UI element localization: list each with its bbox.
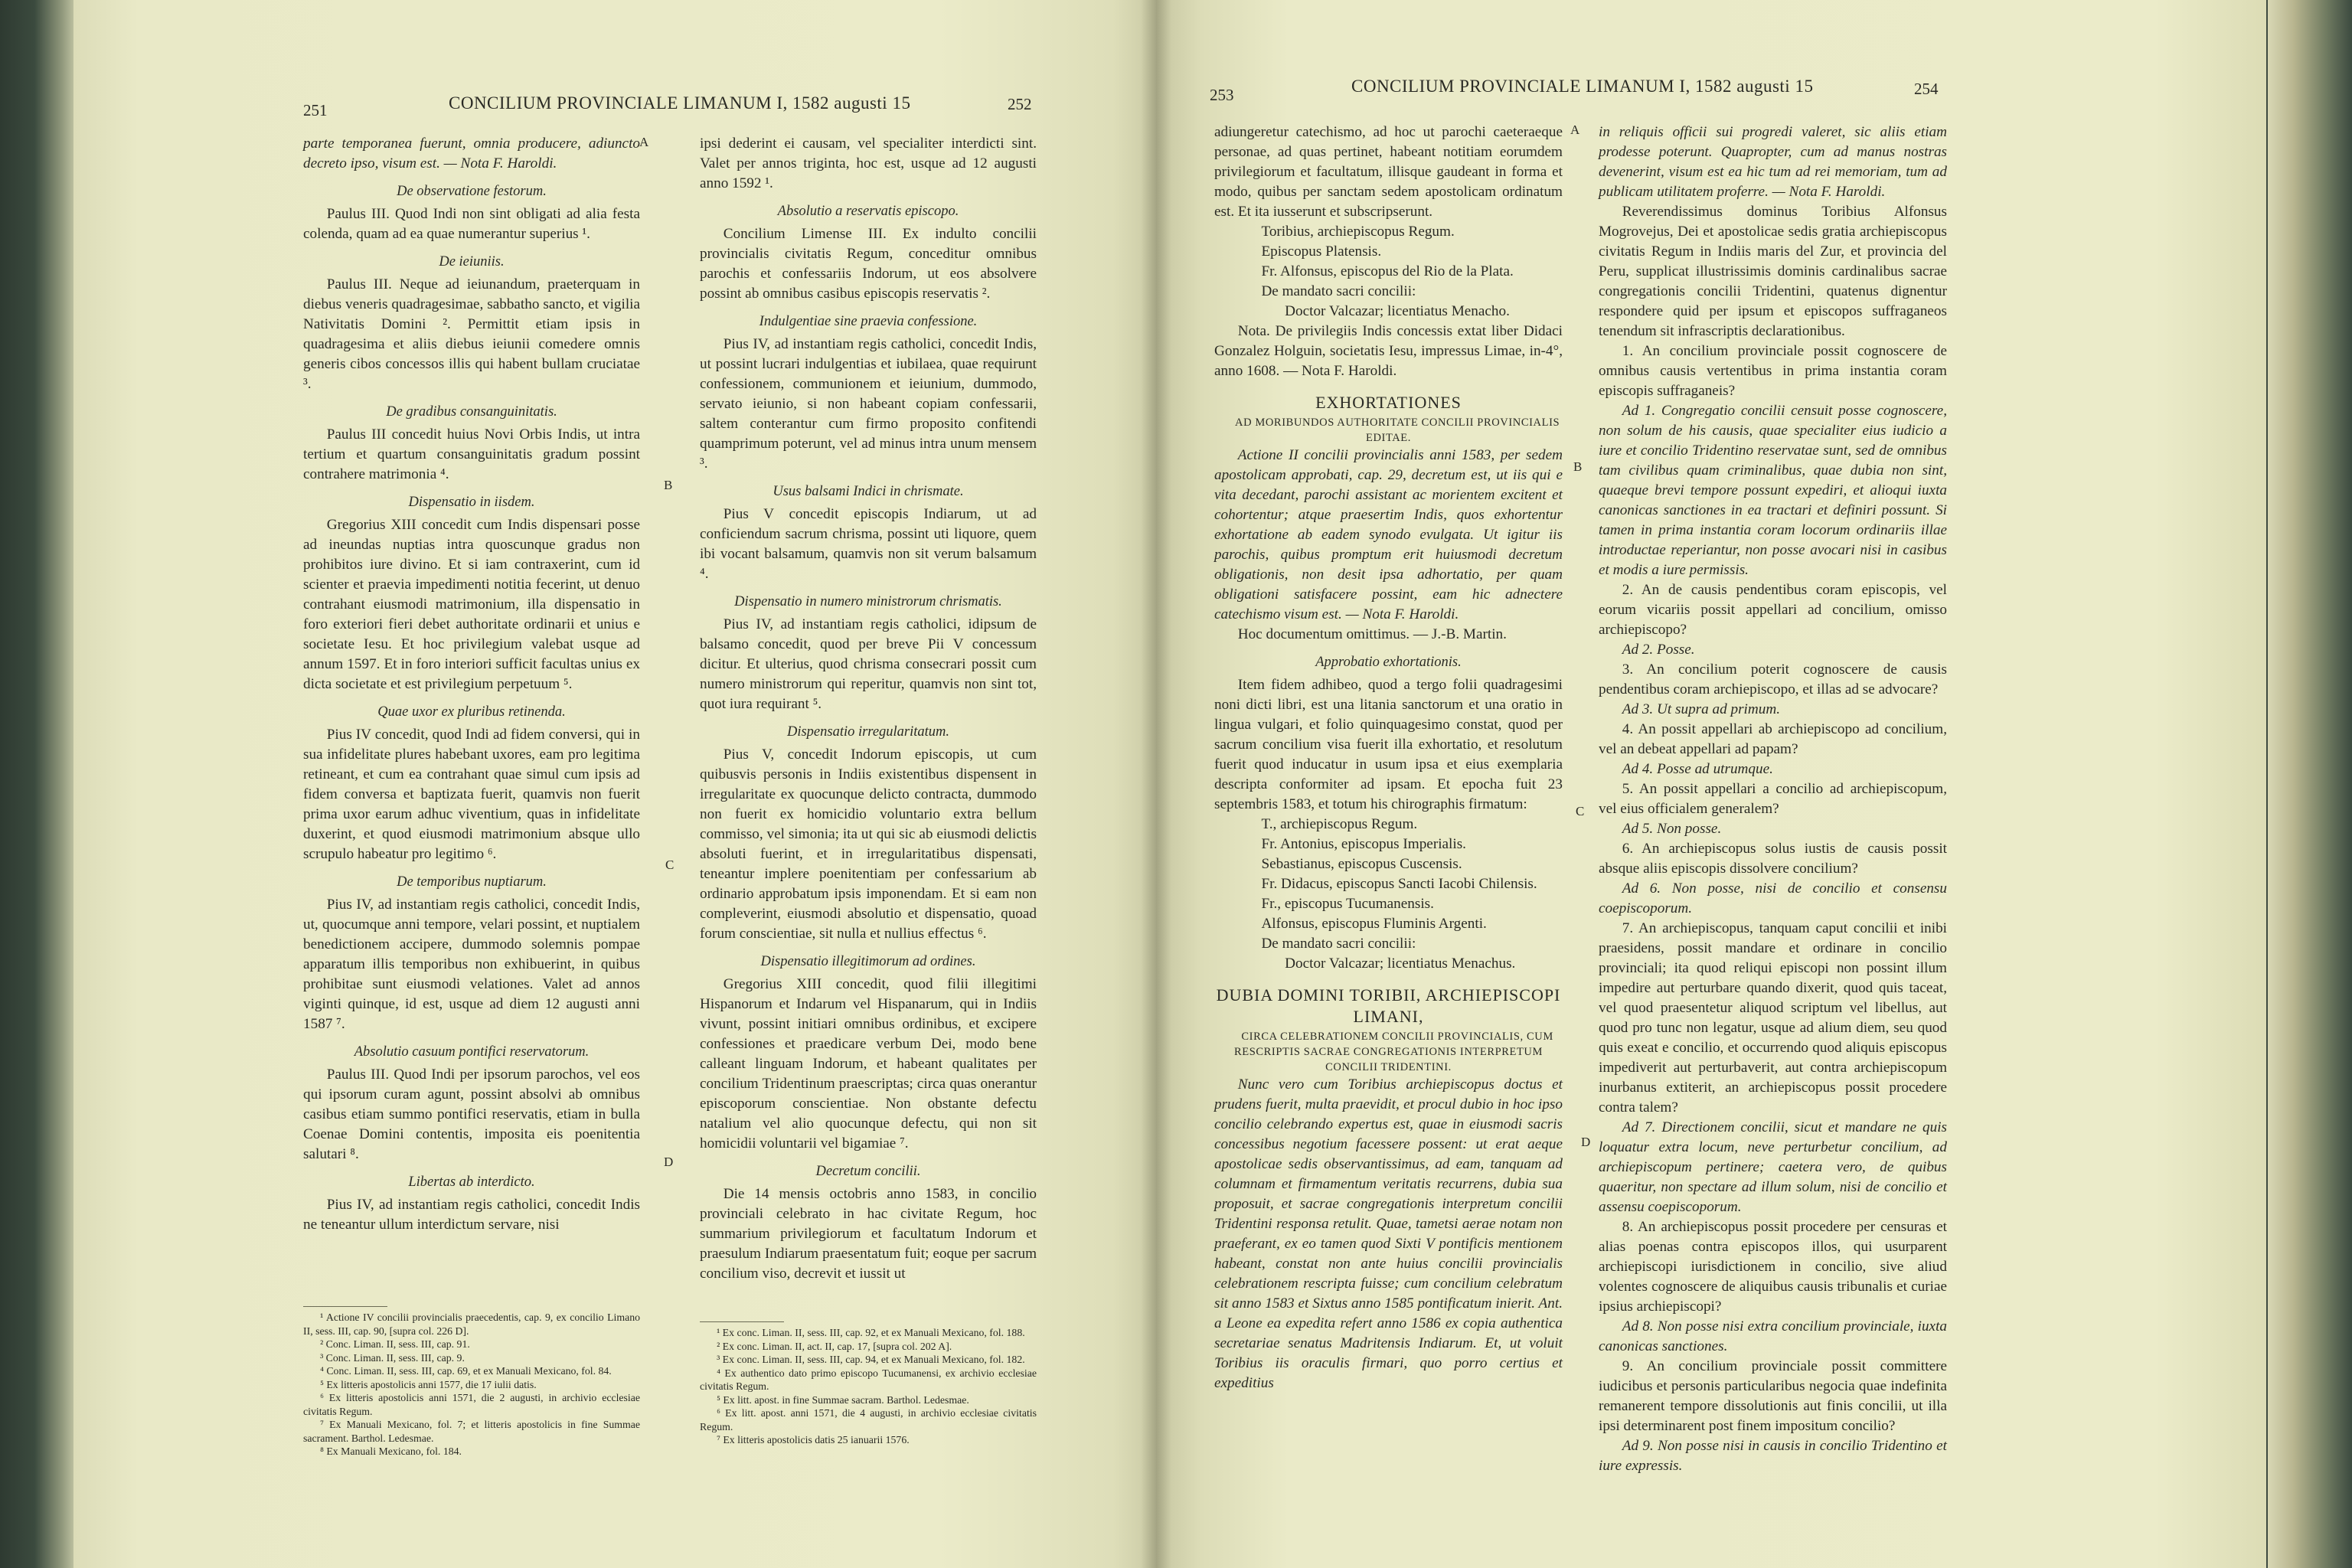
footnotes-right-column xyxy=(700,1326,1037,1447)
paragraph: 1. An concilium provinciale possit cognoscere de omnibus causis vertentibus in prima instantia coram episcopis suffraganeis? xyxy=(1599,343,1947,399)
signature-line: Fr. Alfonsus, episcopus del Rio de la Plata. xyxy=(1261,263,1514,279)
paragraph xyxy=(1599,122,1947,202)
signature-line: Doctor Valcazar; licentiatus Menacho. xyxy=(1285,303,1510,319)
margin-letter-a: A xyxy=(639,135,649,149)
signature-line: Fr. Didacus, episcopus Sancti Iacobi Chilensis. xyxy=(1261,876,1537,892)
italic-text: Ad 9. Non posse nisi in causis in concilio Tridentino et iure expressis. xyxy=(1599,1438,1947,1474)
section-heading: Indulgentiae sine praevia confessione. xyxy=(759,314,978,329)
right-column-text xyxy=(1599,122,1947,1476)
footnote: ⁵ Ex litteris apostolicis anni 1577, die 17 iulii datis. xyxy=(320,1378,537,1390)
margin-letter-a: A xyxy=(1570,122,1580,137)
italic-text: Ad 3. Ut supra ad primum. xyxy=(1622,701,1780,717)
paragraph: Gregorius XIII concedit cum Indis dispensari posse ad ineundas nuptias intra quoscunque gradus non prohibitos iure divino. Et si iam contraxerint, cum id scienter et praevia impedimenti notitia fecerint, ut denuo contrahant eiusmodi matrimonium, illa dispensatio in foro exteriori fieri debet authoritate ordinarii et unius e societate Iesu. Et hoc privilegium valebat usque ad annum 1597. Et in foro interiori sufficit facultas unius ex dicta societate et est privilegium perpetuum ⁵. xyxy=(303,517,640,692)
section-heading: Quae uxor ex pluribus retinenda. xyxy=(377,704,566,720)
paragraph xyxy=(303,134,640,174)
answer-paragraph xyxy=(1599,1436,1947,1476)
footnote-rule xyxy=(700,1321,784,1322)
paragraph: Paulus III. Neque ad ieiunandum, praeterquam in diebus veneris quadragesimae, sabbatho sancto, et vigilia Nativitatis Domini ². Permittit etiam ipsis in quadragesima et aliis diebus ieiunii comedere omnis generis cibos concessos illis qui habent bullam cruciatae ³. xyxy=(303,276,640,392)
paragraph xyxy=(1214,446,1563,625)
italic-text: Ad 8. Non posse nisi extra concilium provinciale, iuxta canonicas sanctiones. xyxy=(1599,1318,1947,1354)
signature-line: Sebastianus, episcopus Cuscensis. xyxy=(1261,856,1462,872)
section-heading: Libertas ab interdicto. xyxy=(408,1174,535,1190)
section-heading: Approbatio exhortationis. xyxy=(1315,655,1462,670)
page-header-title: CONCILIUM PROVINCIALE LIMANUM I, 1582 augusti 15 xyxy=(449,93,911,113)
footnote: ⁵ Ex litt. apost. in fine Summae sacram. Barthol. Ledesmae. xyxy=(717,1393,969,1406)
footnote: ⁶ Ex litteris apostolicis anni 1571, die 2 augusti, in archivio ecclesiae civitatis Regum. xyxy=(303,1392,640,1417)
paragraph: 7. An archiepiscopus, tanquam caput concilii et inibi praesidens, possit mandare et ordinare in concilio provinciali; ita quod reliqui episcopi non possint illum impedire aut perturbare quando dixerit, quod quis taceat, vel quod praesentetur aliquod scriptum vel libellus, aut quod pro tunc non legatur, usque ad alium diem, seu quod quis exeat e concilio, et occurrendo quod aliquis episcopus impediverit aut perturbaverit, aut contra archiepiscopum inurbanus extiterit, an archiepiscopus possit procedere contra talem? xyxy=(1599,920,1947,1116)
paragraph: Paulus III. Quod Indi non sint obligati ad alia festa colenda, quam ad ea quae numerantur superius ¹. xyxy=(303,206,640,242)
italic-text: Ad 6. Non posse, nisi de concilio et consensu coepiscoporum. xyxy=(1599,880,1947,916)
paragraph xyxy=(1214,1075,1563,1393)
column-number-251: 251 xyxy=(303,101,328,119)
italic-text: parte temporanea fuerunt, omnia producere, adiuncto decreto ipso, visum est. — Nota F. Haroldi. xyxy=(303,136,640,172)
signature-line: Alfonsus, episcopus Fluminis Argenti. xyxy=(1261,916,1487,932)
margin-letter-c: C xyxy=(665,858,675,872)
paragraph: Reverendissimus dominus Toribius Alfonsus Mogrovejus, Dei et apostolicae sedis gratia archiepiscopus civitatis Regum in Indiis maris del Zur, et provincia del Peru, supplicat illustrissimis dominis cardinalibus sacrae congregationis concilii Tridentini, quatenus dignentur respondere quid per ipsum et episcopos suffraganeos tenendum sit infrascriptis declarationibus. xyxy=(1599,204,1947,339)
footnote: ¹ Ex conc. Liman. II, sess. III, cap. 92, et ex Manuali Mexicano, fol. 188. xyxy=(717,1327,1025,1338)
paragraph: Pius IV, ad instantiam regis catholici, concedit Indis, ut possint lucrari indulgentias et iubilaea, quae requirunt confessionem, communionem et ieiunium, dummodo, servato ieiunio, si non habeant copiam confessarii, saltem conterantur cum firmo proposito confitendi quamprimum poterunt, vel ad minus intra unum mensem ³. xyxy=(700,336,1037,472)
paragraph: Nota. De privilegiis Indis concessis extat liber Didaci Gonzalez Holguin, societatis Iesu, impressus Limae, in-4°, anno 1608. — Nota F. Haroldi. xyxy=(1214,323,1563,379)
italic-text: Ad 2. Posse. xyxy=(1622,642,1695,658)
section-heading: Dispensatio in numero ministrorum chrismatis. xyxy=(734,594,1002,609)
footnote: ² Ex conc. Liman. II, act. II, cap. 17, [supra col. 202 A]. xyxy=(717,1340,952,1352)
book-gutter xyxy=(1141,0,1171,1568)
paragraph: 8. An archiepiscopus possit procedere per censuras et alias poenas contra episcopos illos, qui usurparent archiepiscopi iurisdictionem in concilio, sive aliud volentes cognoscere de aliquibus causis tribunalis et curiae ipsius archiepiscopi? xyxy=(1599,1219,1947,1315)
footnote: ⁸ Ex Manuali Mexicano, fol. 184. xyxy=(320,1446,462,1457)
paragraph: 6. An archiepiscopus solus iustis de causis possit absque aliis episcopis dissolvere concilium? xyxy=(1599,841,1947,877)
paragraph: Hoc documentum omittimus. — J.-B. Martin. xyxy=(1237,626,1507,642)
margin-letter-c: C xyxy=(1576,804,1585,818)
italic-text: in reliquis officii sui progredi valeret, sic aliis etiam prodesse poterunt. Quapropter, cum ad manus nostras devenerint, visum est ea hic tum ad rei memoriam, tum ad publicam utilitatem proferre. — Nota F. Haroldi. xyxy=(1599,124,1947,200)
italic-text: Ad 4. Posse ad utrumque. xyxy=(1622,761,1773,777)
paragraph: Pius IV concedit, quod Indi ad fidem conversi, qui in sua infidelitate plures habebant uxores, eam pro legitima retineant, et cum ea contrahant quae simul cum ipsis ad fidem conversa et baptizata fuerit, quamvis non fuerit prima uxor earum adhuc viventium, quas in infidelitate duxerint, et quod eiusmodi matrimonium absque ullo scrupulo habeatur pro legitimo ⁶. xyxy=(303,727,640,862)
paragraph: adiungeretur catechismo, ad hoc ut parochi caeteraeque personae, ad quas pertinet, habeant notitiam eorumdem privilegiorum et facultatum, illisque gaudeant in forma et modo, quibus per sanctam sedem apostolicam ordinatum est. Et ita iusserunt et subscripserunt. xyxy=(1214,124,1563,220)
section-heading: Dispensatio irregularitatum. xyxy=(786,724,950,740)
signature-line: Fr., episcopus Tucumanensis. xyxy=(1261,896,1434,912)
paragraph: Gregorius XIII concedit, quod filii illegitimi Hispanorum et Indarum vel Hispanarum, qui in Indiis vivunt, possint initiari omnibus ordinibus, et excipere confessiones et praedicare verbum Dei, modo bene calleant linguam Indorum, et habeant qualitates per concilium Tridentinum praescriptas; circa quas onerantur episcoporum conscientiae. Non obstante defectu natalium vel alio quocunque defectu, qui non sit homicidii voluntarii vel bigamiae ⁷. xyxy=(700,976,1037,1152)
footnote: ⁴ Ex authentico dato primo episcopo Tucumanensi, ex archivio ecclesiae civitatis Regum. xyxy=(700,1367,1037,1392)
answer-paragraph xyxy=(1599,401,1947,580)
paragraph: Pius IV, ad instantiam regis catholici, concedit Indis, ut, quocumque anni tempore, velari possint, et nuptialem benedictionem accipere, dummodo solemnis pompae apparatum illis temporibus non exhibuerint, in quibus prohibitae sunt eiusmodi velationes. Valet ad annos viginti quinque, id est, usque ad diem 12 augusti anni 1587 ⁷. xyxy=(303,897,640,1032)
answer-paragraph xyxy=(1599,1317,1947,1357)
left-column-text xyxy=(303,134,640,1235)
footnote-rule xyxy=(303,1306,387,1307)
section-heading: Decretum concilii. xyxy=(815,1164,921,1179)
italic-text: Ad 1. Congregatio concilii censuit posse cognoscere, non solum de his causis, quae specialiter eius iudicio a iure et concilio Tridentino reservatae sunt, sed de omnibus tam civilibus quam criminalibus, quae dubia non sint, quaeque brevi tempore possunt expediri, et alioqui iuxta canonicas sanctiones in ea tractari et definiri possunt. Si tamen in prima instantia coram locorum ordinariis illae introductae reperiantur, non posse avocari nisi in casibus et modis a iure permissis. xyxy=(1599,403,1947,578)
right-page xyxy=(1156,0,2266,1568)
footnote: ⁴ Conc. Liman. II, sess. III, cap. 69, et ex Manuali Mexicano, fol. 84. xyxy=(320,1365,612,1377)
footnotes-left-column xyxy=(303,1311,640,1459)
signature-line: De mandato sacri concilii: xyxy=(1261,936,1416,952)
paragraph: Item fidem adhibeo, quod a tergo folii quadragesimi noni dicti libri, est una litania sanctorum et una oratio in lingua vulgari, et folio quinquagesimo constat, quod per sacrum concilium visa fuerit illa exhortatio, et resolutum fuerit quod inducatur in usum ipsa et eius exemplaria descripta conformiter ad ipsam. Et epocha fuit 23 septembris 1583, et totum his chirographis firmatum: xyxy=(1214,677,1563,812)
section-heading: Usus balsami Indici in chrismate. xyxy=(773,484,964,499)
paragraph: Concilium Limense III. Ex indulto concilii provincialis civitatis Regum, conceditur omnibus parochis et confessariis Indorum, ut eos absolvere possint ab omnibus casibus episcopis reservatis ². xyxy=(700,226,1037,302)
section-heading: Absolutio a reservatis episcopo. xyxy=(777,204,959,219)
answer-paragraph xyxy=(1599,879,1947,919)
section-heading: De observatione festorum. xyxy=(397,184,547,199)
paragraph: 2. An de causis pendentibus coram episcopis, vel eorum vicariis possit appellari ad concilium, omisso archiepiscopo? xyxy=(1599,582,1947,638)
paragraph: Die 14 mensis octobris anno 1583, in concilio provinciali celebrato in hac civitate Regum, hoc summarium privilegiorum et facultatum Indorum et praesulum Indiarum praesentatum fuit; eoque per sacrum concilium viso, decrevit et iussit ut xyxy=(700,1186,1037,1282)
column-number-253: 253 xyxy=(1210,86,1234,104)
section-heading: Absolutio casuum pontifici reservatorum. xyxy=(354,1044,590,1060)
left-column-text xyxy=(1214,122,1563,1393)
paragraph: Pius V concedit episcopis Indiarum, ut ad conficiendum sacrum chrisma, possint uti liquore, quem ibi vocant balsamum, quamvis non sit verum balsamum ⁴. xyxy=(700,506,1037,582)
paragraph: Pius IV, ad instantiam regis catholici, idipsum de balsamo concedit, quod per breve Pii V concessum dicitur. Et ulterius, quod chrisma consecrari possit cum numero ministrorum qui reperitur, quamvis non sint tot, quot iura requirant ⁵. xyxy=(700,616,1037,712)
margin-letter-b: B xyxy=(1573,459,1583,474)
footnote: ⁷ Ex litteris apostolicis datis 25 ianuarii 1576. xyxy=(717,1434,910,1446)
left-book-edge xyxy=(0,0,77,1568)
footnote: ² Conc. Liman. II, sess. III, cap. 91. xyxy=(320,1338,470,1350)
section-title: DUBIA DOMINI TORIBII, ARCHIEPISCOPI LIMANI, xyxy=(1216,985,1561,1026)
column-number-254: 254 xyxy=(1914,80,1939,98)
signature-line: Fr. Antonius, episcopus Imperialis. xyxy=(1261,836,1466,852)
paragraph: 9. An concilium provinciale possit committere iudicibus et personis particularibus negocia quae indefinita remanerent tempore dissolutionis aut finis concilii, ut illa ipsi determinarent post finem impositum concilio? xyxy=(1599,1358,1947,1434)
page-header-title: CONCILIUM PROVINCIALE LIMANUM I, 1582 augusti 15 xyxy=(1351,77,1814,96)
paragraph: Paulus III concedit huius Novi Orbis Indis, ut intra tertium et quartum consanguinitatis gradum possint contrahere matrimonia ⁴. xyxy=(303,426,640,482)
section-subtitle: AD MORIBUNDOS AUTHORITATE CONCILII PROVINCIALIS EDITAE. xyxy=(1235,416,1560,444)
section-title: EXHORTATIONES xyxy=(1315,393,1462,412)
footnote: ³ Conc. Liman. II, sess. III, cap. 9. xyxy=(320,1351,465,1364)
italic-text: Nunc vero cum Toribius archiepiscopus doctus et prudens fuerit, multa praevidit, et procul dubio in hoc ipso concilio celebrando expertus est, quae in eiusmodi sacris concessibus negotium facessere possent: ut erat aeque apostolicae sedis observantissimus, ad eam, tanquam ad columnam et firmamentum veritatis recurrens, dubia sua proposuit, et sacrae congregationis interpretum concilii Tridentini responsa retulit. Quae, tametsi aerae notam non praeferant, ex eo tamen quod Sixti V pontificis mentionem habeant, constat non ante huius concilii provincialis celebrationem rescripta fuisse; cum concilium celebratum sit anno 1583 et Sixtus anno 1585 pontificatum inierit. Ant. a Leone ea expedita refert anno 1586 ex copia authentica secretariae senatus Madritensis Indiarum. Et, ut voluit Toribius iis oraculis firmari, quo porro certius et expeditius xyxy=(1214,1076,1563,1391)
paragraph: Pius IV, ad instantiam regis catholici, concedit Indis ne teneantur ullum interdictum servare, nisi xyxy=(303,1197,640,1233)
paragraph: Paulus III. Quod Indi per ipsorum parochos, vel eos qui ipsorum curam agunt, possint absolvi ab omnibus casibus etiam summo pontifici reservatis, etiam in bulla Coenae Domini contentis, imposita eis poenitentia salutari ⁸. xyxy=(303,1067,640,1162)
section-heading: De gradibus consanguinitatis. xyxy=(386,404,557,420)
margin-letter-d: D xyxy=(1581,1135,1591,1149)
section-subtitle: CIRCA CELEBRATIONEM CONCILII PROVINCIALIS, CUM RESCRIPTIS SACRAE CONGREGATIONIS INTERPRETUM CONCILII TRIDENTINI. xyxy=(1233,1031,1553,1073)
answer-paragraph xyxy=(1599,700,1947,720)
signature-line: De mandato sacri concilii: xyxy=(1261,283,1416,299)
signature-line: Episcopus Platensis. xyxy=(1261,243,1382,260)
left-page xyxy=(74,0,1156,1568)
answer-paragraph xyxy=(1599,640,1947,660)
footnote: ⁷ Ex Manuali Mexicano, fol. 7; et litteris apostolicis in fine Summae sacrament. Barthol. Ledesmae. xyxy=(303,1419,640,1444)
answer-paragraph xyxy=(1599,1118,1947,1217)
signature-line: Doctor Valcazar; licentiatus Menachus. xyxy=(1285,956,1516,972)
paragraph: 4. An possit appellari ab archiepiscopo ad concilium, vel an debeat appellari ad papam? xyxy=(1599,721,1947,757)
italic-text: Ad 7. Directionem concilii, sicut et mandare ne quis loquatur extra locum, neve perturbetur concilium, ad archiepiscopum pertinere; caetera vero, de quibus quaeritur, non spectare ad illum solum, nisi de concilio et assensu coepiscoporum. xyxy=(1599,1119,1947,1215)
paragraph: Pius V, concedit Indorum episcopis, ut cum quibusvis personis in Indiis existentibus dispensent in irregularitate ex quocunque delicto contracta, dummodo non fuerit ex homicidio voluntario extra bellum commisso, vel simonia; ita ut qui sic ab eiusmodi delictis absoluti fuerint, et in irregularitatibus dispensati, teneantur implere poenitentiam per confessarium ab ordinario approbatum ipsis imponendam. Et si eam non compleverint, eiusmodi absolutio et dispensatio, quoad forum conscientiae, sit nulla et nullius effectus ⁶. xyxy=(700,746,1037,942)
right-book-edge xyxy=(2268,0,2352,1568)
right-column-text xyxy=(700,134,1037,1284)
margin-letter-b: B xyxy=(664,478,673,492)
column-number-252: 252 xyxy=(1008,95,1032,113)
paragraph: 3. An concilium poterit cognoscere de causis pendentibus coram archiepiscopo, et illas ad se advocare? xyxy=(1599,662,1947,697)
paragraph: ipsi dederint ei causam, vel specialiter interdicti sint. Valet per annos triginta, hoc est, usque ad 12 augusti anno 1592 ¹. xyxy=(700,136,1037,191)
section-heading: De temporibus nuptiarum. xyxy=(397,874,547,890)
footnote: ¹ Actione IV concilii provincialis praecedentis, cap. 9, ex concilio Limano II, sess. III, cap. 90, [supra col. 226 D]. xyxy=(303,1312,640,1337)
margin-letter-d: D xyxy=(664,1155,674,1169)
answer-paragraph xyxy=(1599,819,1947,839)
signature-line: T., archiepiscopus Regum. xyxy=(1261,816,1418,832)
footnote: ³ Ex conc. Liman. II, sess. III, cap. 94, et ex Manuali Mexicano, fol. 182. xyxy=(717,1354,1025,1365)
section-heading: Dispensatio in iisdem. xyxy=(408,495,535,510)
footnote: ⁶ Ex litt. apost. anni 1571, die 4 augusti, in archivio ecclesiae civitatis Regum. xyxy=(700,1407,1037,1432)
italic-text: Ad 5. Non posse. xyxy=(1622,821,1722,837)
section-heading: De ieiuniis. xyxy=(439,254,505,270)
answer-paragraph xyxy=(1599,760,1947,779)
paragraph: 5. An possit appellari a concilio ad archiepiscopum, vel eius officialem generalem? xyxy=(1599,781,1947,817)
italic-text: Actione II concilii provincialis anni 1583, per sedem apostolicam approbati, cap. 29, decretum est, ut iis qui e vita decedant, parochi assistant ac morientem excitent et cohortentur; atque praesertim Indis, quos exhortentur exhortatione ab eadem synodo evulgata. Ut igitur iis parochis, quibus promptum erit huiusmodi decretum obligationis, non desit ipsa adhortatio, per quam obligationi satisfacere possint, eam hic adnectere catechismo visum est. — Nota F. Haroldi. xyxy=(1214,447,1563,622)
section-heading: Dispensatio illegitimorum ad ordines. xyxy=(760,954,976,969)
signature-line: Toribius, archiepiscopus Regum. xyxy=(1261,224,1455,240)
